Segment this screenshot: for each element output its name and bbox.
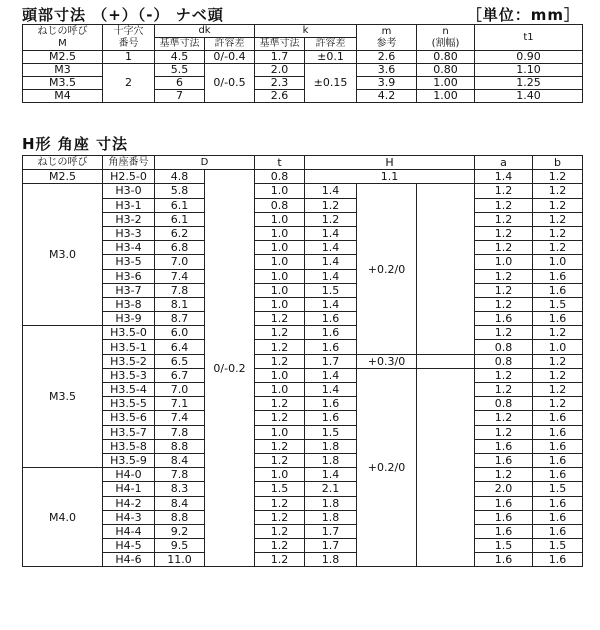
seat-no-cell: H2.5-0 [103, 170, 155, 184]
seat-no-cell: H3-3 [103, 226, 155, 240]
h-cell: 1.6 [305, 312, 357, 326]
h-header: H [305, 156, 475, 170]
d-cell: 7.0 [155, 383, 205, 397]
a-cell: 1.2 [475, 297, 533, 311]
t-cell: 1.0 [255, 283, 305, 297]
size-cell: M4 [23, 90, 103, 103]
h-cell: 1.4 [305, 383, 357, 397]
size-cell: M3.5 [23, 77, 103, 90]
b-cell: 1.2 [533, 354, 583, 368]
size-cell: M4.0 [23, 468, 103, 567]
dk-tol-cell: 0/-0.5 [205, 64, 255, 103]
seat-dimensions-table [22, 155, 583, 567]
a-cell: 1.2 [475, 198, 533, 212]
t-cell: 0.8 [255, 170, 305, 184]
table-row [23, 212, 583, 226]
h-cell: 1.7 [305, 354, 357, 368]
t-cell: 1.2 [255, 524, 305, 538]
t-cell: 1.2 [255, 326, 305, 340]
seat-no-cell: H3.5-1 [103, 340, 155, 354]
t-cell: 1.0 [255, 226, 305, 240]
b-cell: 1.6 [533, 411, 583, 425]
d-cell: 8.8 [155, 510, 205, 524]
h-cell: 1.4 [305, 368, 357, 382]
a-cell: 2.0 [475, 482, 533, 496]
t-cell: 1.2 [255, 354, 305, 368]
a-cell: 1.2 [475, 184, 533, 198]
h-cell: 2.1 [305, 482, 357, 496]
a-cell: 1.6 [475, 496, 533, 510]
k-std-header: 基準寸法 [255, 38, 305, 51]
d-cell: 7.1 [155, 397, 205, 411]
n-cell: 0.80 [417, 51, 475, 64]
dk-cell: 6 [155, 77, 205, 90]
a-cell: 1.2 [475, 383, 533, 397]
a-cell: 0.8 [475, 397, 533, 411]
table-row [23, 283, 583, 297]
h-tol-cell: +0.3/0 [357, 354, 417, 368]
cross-cell: 2 [103, 64, 155, 103]
t-header: t [255, 156, 305, 170]
h-cell: 1.8 [305, 453, 357, 467]
d-cell: 6.5 [155, 354, 205, 368]
head-dimensions-title: 頭部寸法 （+）（-） ナベ頭 [22, 6, 224, 24]
t-cell: 1.2 [255, 397, 305, 411]
d-cell: 6.8 [155, 241, 205, 255]
h-extra-cell [417, 354, 475, 368]
d-cell: 7.8 [155, 468, 205, 482]
a-cell: 1.2 [475, 368, 533, 382]
table-row [23, 439, 583, 453]
table-row [23, 297, 583, 311]
n-cell: 1.00 [417, 77, 475, 90]
size-cell: M2.5 [23, 170, 103, 184]
b-cell: 1.2 [533, 170, 583, 184]
t1-cell: 1.25 [475, 77, 583, 90]
seat-no-cell: H3-7 [103, 283, 155, 297]
d-cell: 6.1 [155, 212, 205, 226]
t-cell: 1.0 [255, 425, 305, 439]
m-header: m 参考 [357, 25, 417, 51]
table-row [23, 326, 583, 340]
dk-cell: 7 [155, 90, 205, 103]
b-cell: 1.2 [533, 241, 583, 255]
table-row [23, 496, 583, 510]
table-row [23, 553, 583, 567]
size-cell: M2.5 [23, 51, 103, 64]
table-row [23, 312, 583, 326]
table-row [23, 397, 583, 411]
seat-no-cell: H3.5-7 [103, 425, 155, 439]
b-cell: 1.2 [533, 226, 583, 240]
seat-no-cell: H3-1 [103, 198, 155, 212]
k-tol-cell: ±0.15 [305, 64, 357, 103]
d-cell: 6.7 [155, 368, 205, 382]
h-cell: 1.8 [305, 439, 357, 453]
t1-header: t1 [475, 25, 583, 51]
table-row [23, 539, 583, 553]
d-cell: 6.0 [155, 326, 205, 340]
d-cell: 9.2 [155, 524, 205, 538]
table-row [23, 255, 583, 269]
a-cell: 1.2 [475, 269, 533, 283]
b-cell: 1.0 [533, 255, 583, 269]
b-cell: 1.2 [533, 212, 583, 226]
seat-no-cell: H3.5-2 [103, 354, 155, 368]
d-cell: 6.2 [155, 226, 205, 240]
a-cell: 1.6 [475, 312, 533, 326]
header-row [23, 156, 583, 170]
t1-cell: 0.90 [475, 51, 583, 64]
n-cell: 0.80 [417, 64, 475, 77]
h-cell: 1.5 [305, 283, 357, 297]
t1-cell: 1.40 [475, 90, 583, 103]
d-cell: 8.1 [155, 297, 205, 311]
d-cell: 6.4 [155, 340, 205, 354]
dk-cell: 5.5 [155, 64, 205, 77]
t-cell: 1.0 [255, 383, 305, 397]
n-header: n (割幅) [417, 25, 475, 51]
a-cell: 1.6 [475, 453, 533, 467]
m-cell: 4.2 [357, 90, 417, 103]
a-cell: 1.2 [475, 425, 533, 439]
a-cell: 1.2 [475, 326, 533, 340]
h-cell: 1.4 [305, 241, 357, 255]
table-row [23, 482, 583, 496]
k-cell: 2.6 [255, 90, 305, 103]
t-cell: 1.0 [255, 269, 305, 283]
seat-no-cell: H4-5 [103, 539, 155, 553]
size-header: ねじの呼び [23, 156, 103, 170]
a-cell: 1.2 [475, 212, 533, 226]
a-cell: 1.6 [475, 439, 533, 453]
d-cell: 5.8 [155, 184, 205, 198]
h-tol-cell: +0.2/0 [357, 184, 417, 354]
h-cell: 1.6 [305, 340, 357, 354]
t-cell: 1.0 [255, 241, 305, 255]
seat-dimensions-title: H形 角座 寸法 [22, 135, 128, 153]
seat-no-cell: H3-5 [103, 255, 155, 269]
seat-no-cell: H3-4 [103, 241, 155, 255]
t-cell: 0.8 [255, 198, 305, 212]
table-row [23, 170, 583, 184]
h-cell: 1.4 [305, 226, 357, 240]
b-cell: 1.6 [533, 269, 583, 283]
b-cell: 1.6 [533, 425, 583, 439]
h-cell: 1.4 [305, 468, 357, 482]
dk-tol-header: 許容差 [205, 38, 255, 51]
head-dimensions-table [22, 24, 583, 103]
d-cell: 4.8 [155, 170, 205, 184]
a-cell: 1.2 [475, 241, 533, 255]
h-extra-cell [417, 368, 475, 567]
seat-no-cell: H3.5-3 [103, 368, 155, 382]
seat-no-cell: H4-1 [103, 482, 155, 496]
b-cell: 1.5 [533, 482, 583, 496]
b-cell: 1.6 [533, 312, 583, 326]
t1-cell: 1.10 [475, 64, 583, 77]
k-cell: 2.0 [255, 64, 305, 77]
h-cell: 1.6 [305, 326, 357, 340]
h-cell: 1.2 [305, 212, 357, 226]
seat-no-cell: H3-6 [103, 269, 155, 283]
t-cell: 1.2 [255, 439, 305, 453]
d-cell: 8.3 [155, 482, 205, 496]
h-cell: 1.8 [305, 510, 357, 524]
d-cell: 8.4 [155, 496, 205, 510]
d-cell: 8.4 [155, 453, 205, 467]
b-cell: 1.5 [533, 539, 583, 553]
h-cell: 1.4 [305, 184, 357, 198]
h-cell: 1.7 [305, 524, 357, 538]
k-tol-cell: ±0.1 [305, 51, 357, 64]
seat-no-cell: H3.5-5 [103, 397, 155, 411]
cross-cell: 1 [103, 51, 155, 64]
table-row [23, 64, 583, 77]
seat-no-cell: H3-8 [103, 297, 155, 311]
d-cell: 7.4 [155, 269, 205, 283]
seat-no-cell: H3.5-8 [103, 439, 155, 453]
k-cell: 1.7 [255, 51, 305, 64]
table-row [23, 51, 583, 64]
h-extra-cell [417, 184, 475, 354]
n-cell: 1.00 [417, 90, 475, 103]
t-cell: 1.2 [255, 453, 305, 467]
a-cell: 1.0 [475, 255, 533, 269]
table-row [23, 198, 583, 212]
t-cell: 1.2 [255, 510, 305, 524]
h-cell: 1.5 [305, 425, 357, 439]
size-header: ねじの呼び M [23, 25, 103, 51]
table-row [23, 383, 583, 397]
d-cell: 7.0 [155, 255, 205, 269]
seat-no-cell: H3-9 [103, 312, 155, 326]
h-cell: 1.4 [305, 255, 357, 269]
h-cell: 1.2 [305, 198, 357, 212]
dk-tol-cell: 0/-0.4 [205, 51, 255, 64]
h-cell: 1.1 [305, 170, 475, 184]
dk-std-header: 基準寸法 [155, 38, 205, 51]
b-cell: 1.2 [533, 198, 583, 212]
d-header: D [155, 156, 255, 170]
unit-label: ［単位：mm］ [466, 6, 580, 24]
t-cell: 1.2 [255, 340, 305, 354]
d-cell: 6.1 [155, 198, 205, 212]
k-tol-header: 許容差 [305, 38, 357, 51]
a-cell: 1.2 [475, 226, 533, 240]
size-cell: M3 [23, 64, 103, 77]
b-cell: 1.2 [533, 326, 583, 340]
b-cell: 1.2 [533, 184, 583, 198]
seat-no-cell: H3.5-6 [103, 411, 155, 425]
seat-no-cell: H3.5-4 [103, 383, 155, 397]
seat-no-cell: H4-2 [103, 496, 155, 510]
table-row [23, 269, 583, 283]
table-row [23, 241, 583, 255]
a-cell: 1.5 [475, 539, 533, 553]
size-cell: M3.0 [23, 184, 103, 326]
d-cell: 7.8 [155, 283, 205, 297]
d-cell: 8.7 [155, 312, 205, 326]
h-cell: 1.4 [305, 297, 357, 311]
table-row [23, 354, 583, 368]
h-cell: 1.4 [305, 269, 357, 283]
h-cell: 1.8 [305, 553, 357, 567]
b-cell: 1.2 [533, 383, 583, 397]
table-row [23, 184, 583, 198]
seat-no-cell: H3.5-0 [103, 326, 155, 340]
m-cell: 3.9 [357, 77, 417, 90]
table-row [23, 425, 583, 439]
b-cell: 1.6 [533, 510, 583, 524]
t-cell: 1.2 [255, 496, 305, 510]
a-cell: 1.4 [475, 170, 533, 184]
m-cell: 3.6 [357, 64, 417, 77]
seat-no-cell: H3-2 [103, 212, 155, 226]
d-cell: 8.8 [155, 439, 205, 453]
d-cell: 7.8 [155, 425, 205, 439]
h-cell: 1.6 [305, 411, 357, 425]
b-cell: 1.5 [533, 297, 583, 311]
seat-no-cell: H4-0 [103, 468, 155, 482]
b-cell: 1.6 [533, 453, 583, 467]
a-cell: 1.6 [475, 510, 533, 524]
seat-no-cell: H4-4 [103, 524, 155, 538]
t-cell: 1.0 [255, 255, 305, 269]
t-cell: 1.2 [255, 411, 305, 425]
seat-no-cell: H3.5-9 [103, 453, 155, 467]
table-row [23, 468, 583, 482]
b-cell: 1.6 [533, 524, 583, 538]
a-cell: 1.2 [475, 468, 533, 482]
b-header: b [533, 156, 583, 170]
d-cell: 9.5 [155, 539, 205, 553]
table-row [23, 226, 583, 240]
t-cell: 1.2 [255, 312, 305, 326]
h-tol-cell: +0.2/0 [357, 368, 417, 567]
h-cell: 1.7 [305, 539, 357, 553]
t-cell: 1.0 [255, 297, 305, 311]
seat-no-header: 角座番号 [103, 156, 155, 170]
seat-no-cell: H3-0 [103, 184, 155, 198]
d-cell: 11.0 [155, 553, 205, 567]
k-cell: 2.3 [255, 77, 305, 90]
table-row [23, 411, 583, 425]
t-cell: 1.0 [255, 212, 305, 226]
t-cell: 1.5 [255, 482, 305, 496]
b-cell: 1.6 [533, 439, 583, 453]
t-cell: 1.0 [255, 368, 305, 382]
b-cell: 1.0 [533, 340, 583, 354]
table-row [23, 340, 583, 354]
b-cell: 1.6 [533, 468, 583, 482]
a-cell: 1.2 [475, 283, 533, 297]
header-row [23, 25, 583, 38]
dk-header: dk [155, 25, 255, 38]
seat-no-cell: H4-6 [103, 553, 155, 567]
m-cell: 2.6 [357, 51, 417, 64]
table-row [23, 368, 583, 382]
a-cell: 0.8 [475, 354, 533, 368]
a-cell: 1.6 [475, 553, 533, 567]
k-header: k [255, 25, 357, 38]
t-cell: 1.0 [255, 468, 305, 482]
a-cell: 1.6 [475, 524, 533, 538]
d-tol-cell: 0/-0.2 [205, 170, 255, 567]
cross-header: 十字穴 番号 [103, 25, 155, 51]
t-cell: 1.0 [255, 184, 305, 198]
b-cell: 1.6 [533, 553, 583, 567]
table-row [23, 510, 583, 524]
h-cell: 1.8 [305, 496, 357, 510]
b-cell: 1.6 [533, 496, 583, 510]
t-cell: 1.2 [255, 539, 305, 553]
seat-no-cell: H4-3 [103, 510, 155, 524]
t-cell: 1.2 [255, 553, 305, 567]
size-cell: M3.5 [23, 326, 103, 468]
b-cell: 1.2 [533, 397, 583, 411]
table-row [23, 524, 583, 538]
a-header: a [475, 156, 533, 170]
a-cell: 1.2 [475, 411, 533, 425]
b-cell: 1.6 [533, 283, 583, 297]
h-cell: 1.6 [305, 397, 357, 411]
a-cell: 0.8 [475, 340, 533, 354]
d-cell: 7.4 [155, 411, 205, 425]
b-cell: 1.2 [533, 368, 583, 382]
dk-cell: 4.5 [155, 51, 205, 64]
table-row [23, 453, 583, 467]
